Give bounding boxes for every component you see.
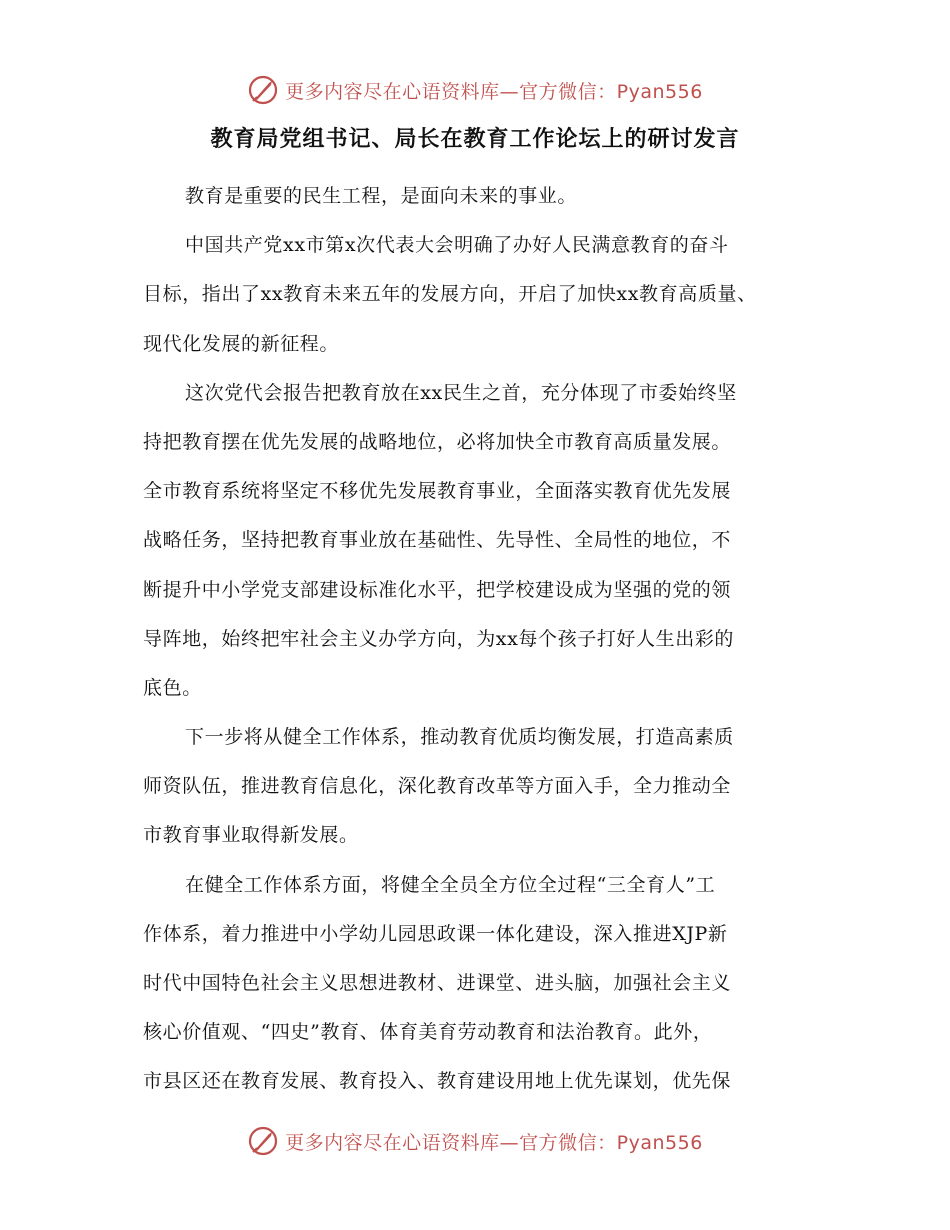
text-line: 教育是重要的民生工程，是面向未来的事业。 — [185, 185, 578, 207]
header-banner — [0, 70, 950, 110]
text-line: 作体系，着力推进中小学幼儿园思政课一体化建设，深入推进XJP新 — [143, 922, 728, 945]
text-line: 断提升中小学党支部建设标准化水平，把学校建设成为坚强的党的领 — [143, 578, 732, 601]
text-line: 市县区还在教育发展、教育投入、教育建设用地上优先谋划，优先保 — [143, 1070, 732, 1093]
text-line: 这次党代会报告把教育放在xx民生之首，充分体现了市委始终坚 — [185, 381, 737, 404]
quill-pen-logo-icon — [247, 74, 279, 106]
text-line: 时代中国特色社会主义思想进教材、进课堂、进头脑，加强社会主义 — [143, 972, 732, 994]
text-line: 中国共产党xx市第x次代表大会明确了办好人民满意教育的奋斗 — [185, 234, 729, 257]
text-line: 持把教育摆在优先发展的战略地位，必将加快全市教育高质量发展。 — [143, 430, 732, 453]
text-line: 目标，指出了xx教育未来五年的发展方向，开启了加快xx教育高质量、 — [143, 283, 757, 306]
document-body — [143, 172, 823, 1107]
footer-banner — [0, 1121, 950, 1161]
banner-text: 更多内容尽在心语资料库—官方微信：Pyan556 — [285, 1131, 703, 1154]
text-line: 师资队伍，推进教育信息化，深化教育改革等方面入手，全力推动全 — [143, 775, 732, 798]
text-line: 下一步将从健全工作体系，推动教育优质均衡发展，打造高素质 — [185, 726, 734, 749]
text-line: 战略任务，坚持把教育事业放在基础性、先导性、全局性的地位，不 — [143, 529, 732, 552]
text-line: 现代化发展的新征程。 — [143, 332, 340, 355]
text-line: 全市教育系统将坚定不移优先发展教育事业，全面落实教育优先发展 — [143, 480, 732, 503]
document-title: 教育局党组书记、局长在教育工作论坛上的研讨发言 — [210, 126, 740, 152]
text-line: 在健全工作体系方面，将健全全员全方位全过程“三全育人”工 — [185, 873, 716, 896]
text-line: 市教育事业取得新发展。 — [143, 824, 359, 847]
banner-text: 更多内容尽在心语资料库—官方微信：Pyan556 — [285, 80, 703, 103]
text-line: 底色。 — [143, 676, 202, 699]
quill-pen-logo-icon — [247, 1125, 279, 1157]
text-line: 核心价值观、“四史”教育、体育美育劳动教育和法治教育。此外， — [143, 1021, 713, 1044]
text-line: 导阵地，始终把牢社会主义办学方向，为xx每个孩子打好人生出彩的 — [143, 627, 735, 650]
